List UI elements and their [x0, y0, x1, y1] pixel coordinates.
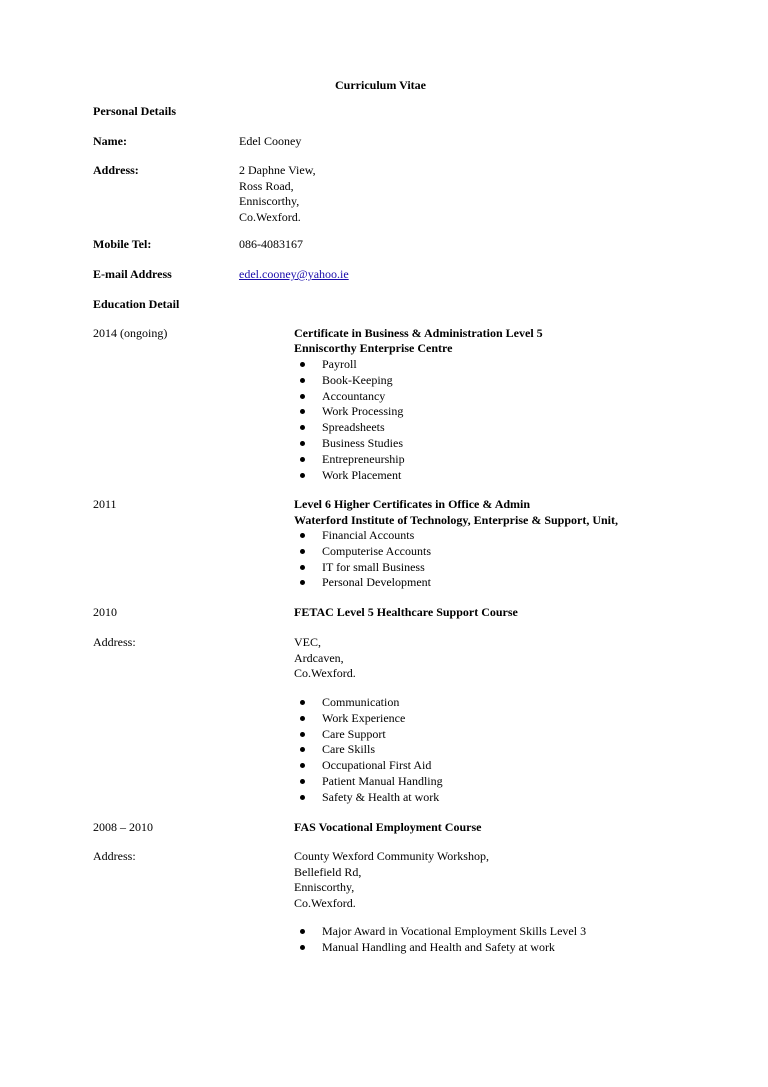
address-line: Bellefield Rd,	[294, 864, 362, 879]
bullet-icon	[300, 795, 305, 800]
list-item: Care Support	[294, 727, 443, 743]
bullet-icon	[300, 779, 305, 784]
bullet-icon	[300, 747, 305, 752]
list-item: Manual Handling and Health and Safety at work	[294, 940, 586, 956]
name-value: Edel Cooney	[239, 134, 302, 148]
education-heading: Education Detail	[93, 297, 180, 311]
name-label: Name:	[93, 134, 127, 148]
education-address-label: Address:	[93, 635, 136, 649]
education-title: Certificate in Business & Administration Level 5	[294, 326, 543, 340]
bullet-icon	[300, 700, 305, 705]
list-item: Payroll	[294, 357, 405, 373]
education-address-label: Address:	[93, 849, 136, 863]
bullet-icon	[300, 580, 305, 585]
list-item: Entrepreneurship	[294, 452, 405, 468]
bullet-icon	[300, 457, 305, 462]
list-item: Work Placement	[294, 468, 405, 484]
list-item: Care Skills	[294, 742, 443, 758]
education-institution: Enniscorthy Enterprise Centre	[294, 341, 453, 355]
education-topics-list	[294, 695, 443, 806]
address-line: Ross Road,	[239, 178, 294, 193]
education-date: 2014 (ongoing)	[93, 326, 168, 340]
list-item: Safety & Health at work	[294, 790, 443, 806]
education-institution: Waterford Institute of Technology, Enterprise & Support, Unit,	[294, 513, 619, 527]
mobile-value: 086-4083167	[239, 237, 303, 251]
bullet-icon	[300, 929, 305, 934]
education-date: 2011	[93, 497, 117, 511]
list-item: Patient Manual Handling	[294, 774, 443, 790]
email-label: E-mail Address	[93, 267, 172, 281]
bullet-icon	[300, 409, 305, 414]
document-title: Curriculum Vitae	[335, 78, 426, 92]
address-line: Co.Wexford.	[239, 209, 301, 224]
education-topics-list	[294, 924, 586, 956]
address-line: Enniscorthy,	[239, 194, 300, 208]
address-line: 2 Daphne View,	[239, 163, 316, 177]
education-title: FETAC Level 5 Healthcare Support Course	[294, 605, 518, 619]
email-link[interactable]: edel.cooney@yahoo.ie	[239, 267, 349, 281]
bullet-icon	[300, 473, 305, 478]
bullet-icon	[300, 716, 305, 721]
list-item: Work Processing	[294, 404, 405, 420]
address-line: Enniscorthy,	[294, 880, 355, 894]
address-line: Ardcaven,	[294, 650, 344, 665]
address-line: County Wexford Community Workshop,	[294, 849, 489, 863]
bullet-icon	[300, 425, 305, 430]
address-value	[239, 163, 316, 225]
list-item: Financial Accounts	[294, 528, 431, 544]
address-label: Address:	[93, 163, 139, 177]
education-date: 2008 – 2010	[93, 820, 153, 834]
education-date: 2010	[93, 605, 117, 619]
education-address	[294, 635, 356, 682]
bullet-icon	[300, 565, 305, 570]
education-title: FAS Vocational Employment Course	[294, 820, 482, 834]
education-topics-list	[294, 528, 431, 591]
list-item: Accountancy	[294, 389, 405, 405]
list-item: Occupational First Aid	[294, 758, 443, 774]
list-item: Communication	[294, 695, 443, 711]
bullet-icon	[300, 945, 305, 950]
bullet-icon	[300, 394, 305, 399]
bullet-icon	[300, 549, 305, 554]
address-line: VEC,	[294, 635, 321, 649]
list-item: Major Award in Vocational Employment Skills Level 3	[294, 924, 586, 940]
bullet-icon	[300, 362, 305, 367]
list-item: Computerise Accounts	[294, 544, 431, 560]
list-item: Business Studies	[294, 436, 405, 452]
bullet-icon	[300, 732, 305, 737]
address-line: Co.Wexford.	[294, 895, 356, 910]
bullet-icon	[300, 763, 305, 768]
personal-details-heading: Personal Details	[93, 104, 176, 118]
bullet-icon	[300, 441, 305, 446]
education-title: Level 6 Higher Certificates in Office & Admin	[294, 497, 531, 511]
list-item: Work Experience	[294, 711, 443, 727]
education-address	[294, 849, 489, 911]
mobile-label: Mobile Tel:	[93, 237, 152, 251]
bullet-icon	[300, 533, 305, 538]
education-topics-list	[294, 357, 405, 483]
list-item: Spreadsheets	[294, 420, 405, 436]
list-item: Personal Development	[294, 575, 431, 591]
address-line: Co.Wexford.	[294, 666, 356, 680]
list-item: Book-Keeping	[294, 373, 405, 389]
list-item: IT for small Business	[294, 560, 431, 576]
bullet-icon	[300, 378, 305, 383]
